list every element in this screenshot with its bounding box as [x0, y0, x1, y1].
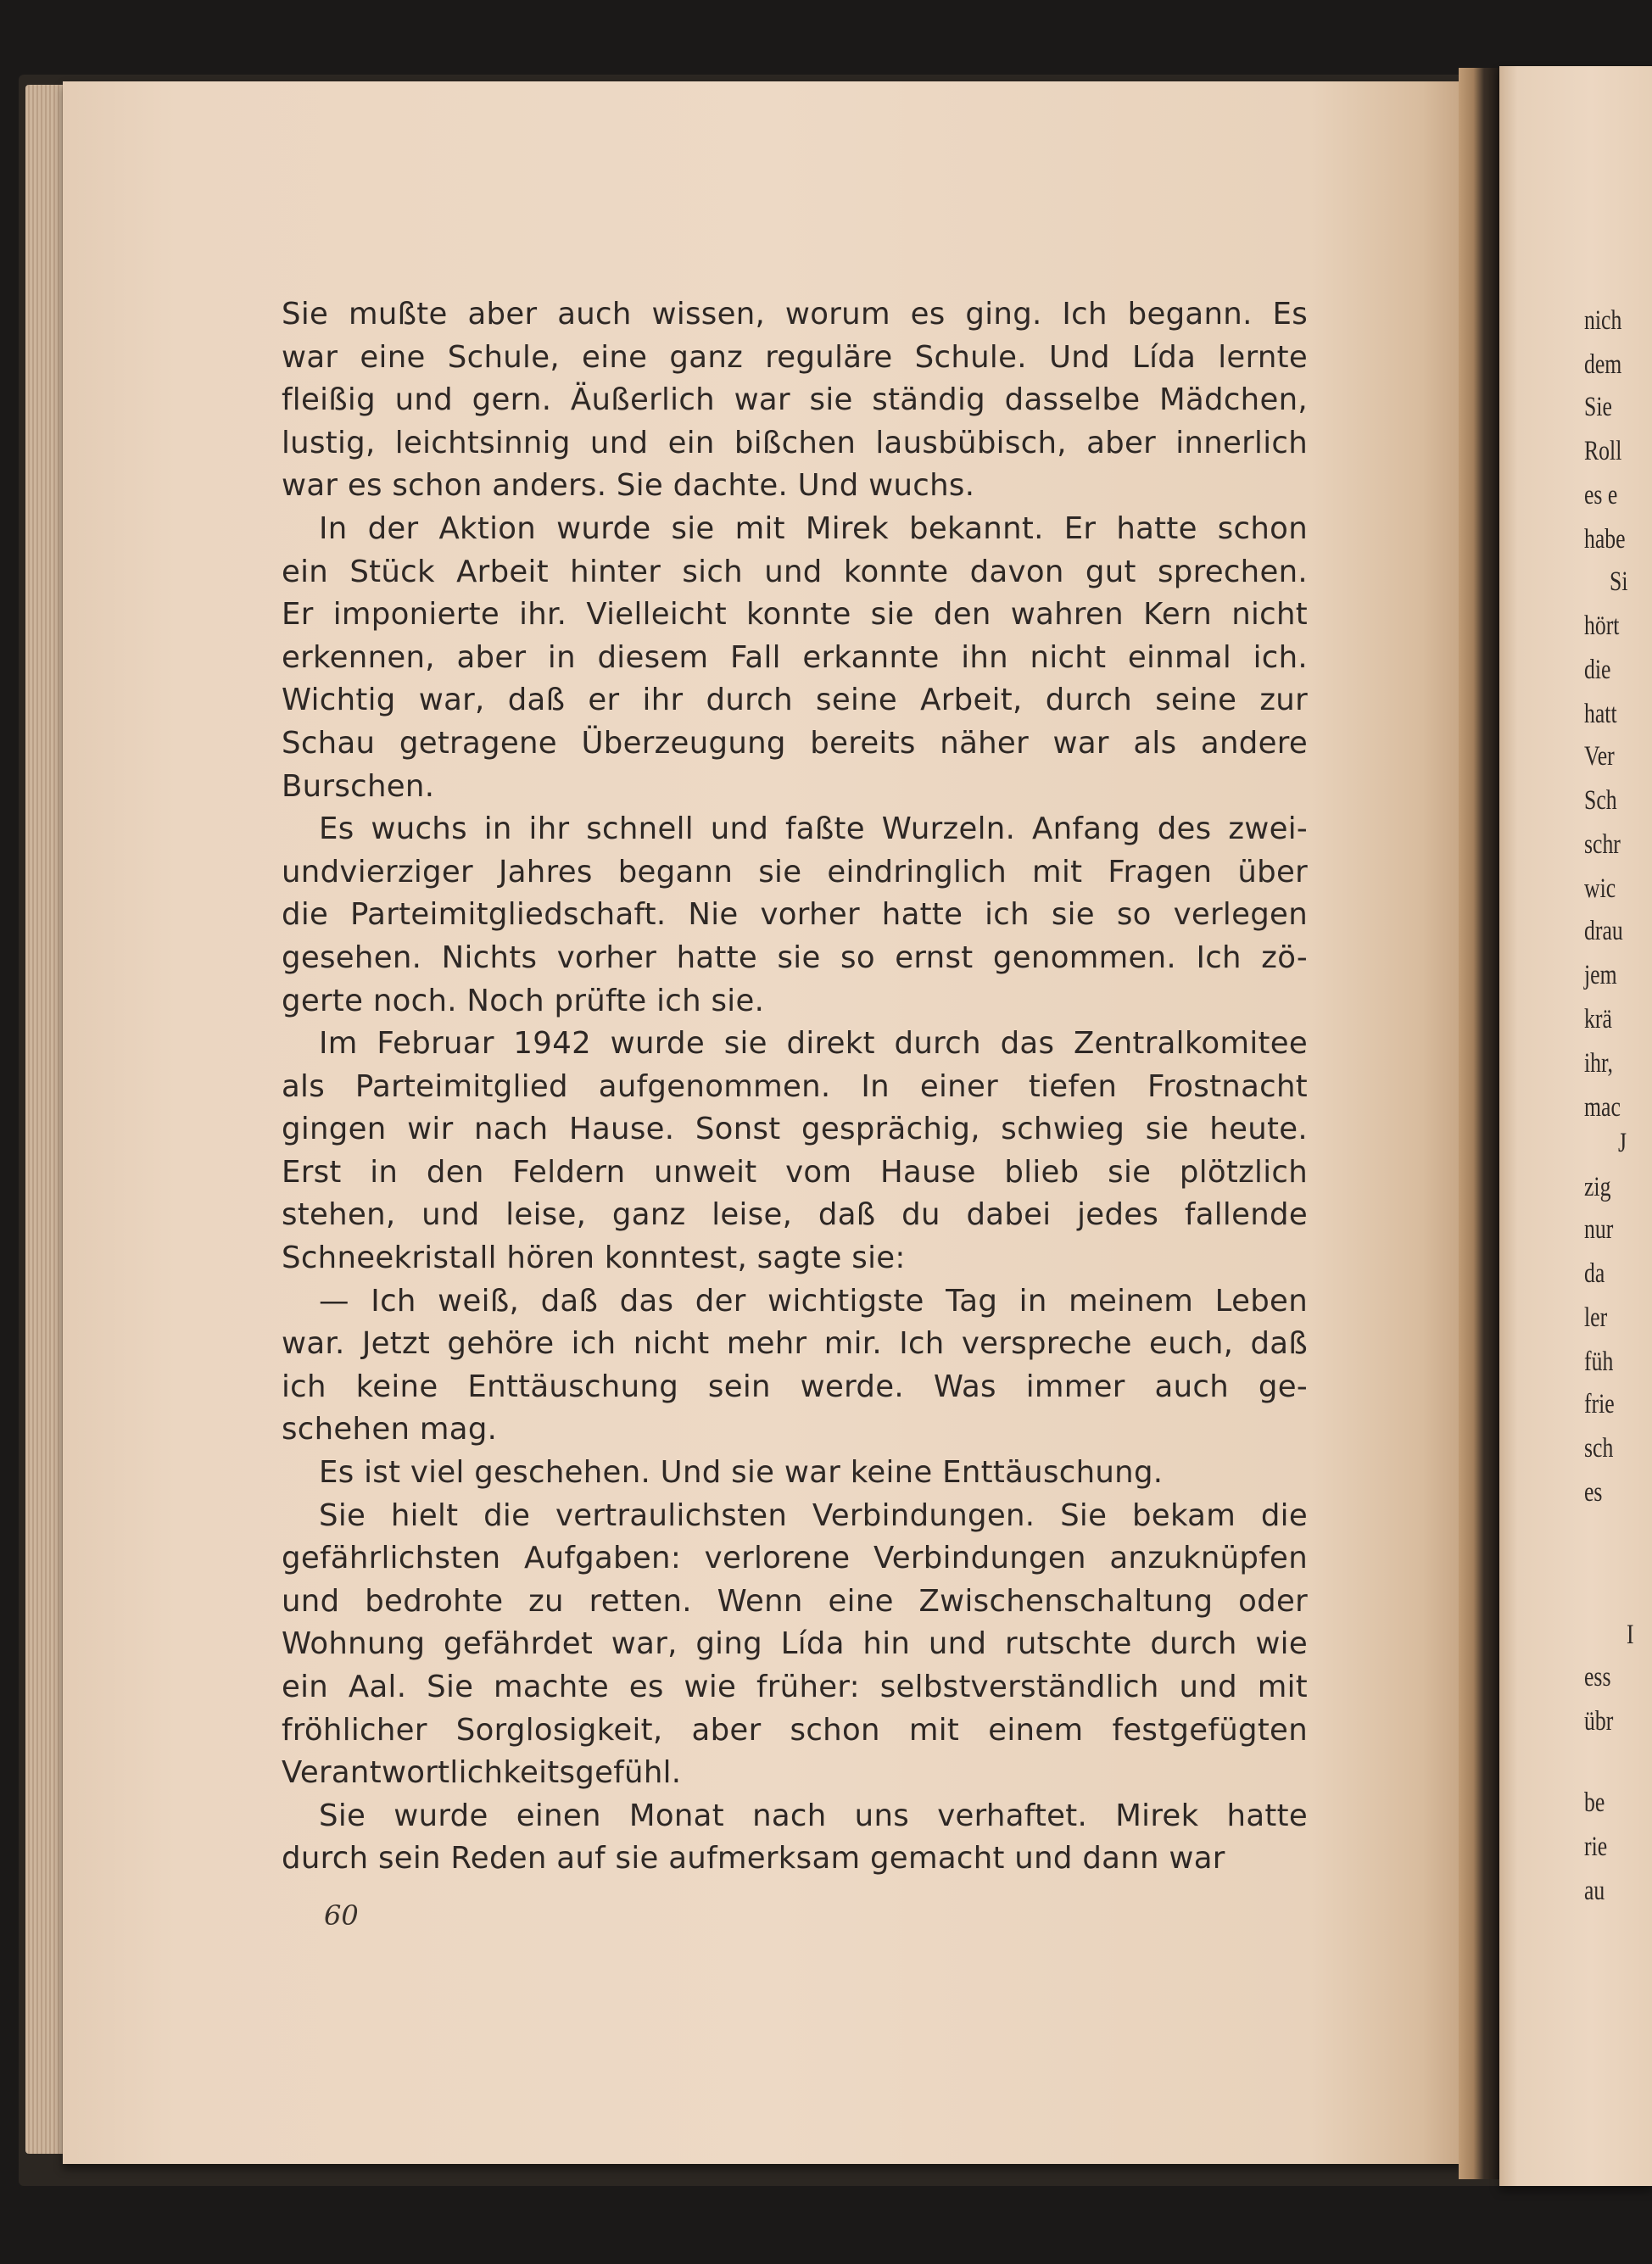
- right-page-fragment: ess: [1584, 1662, 1611, 1692]
- text-line: die Parteimitgliedschaft. Nie vorher hatte ich sie so verlegen: [282, 897, 1308, 933]
- right-page-fragment: die: [1584, 655, 1611, 685]
- right-page-fragment: sch: [1584, 1433, 1614, 1464]
- text-line: undvierziger Jahres begann sie eindringlich mit Fragen über: [282, 854, 1308, 889]
- left-page-text: [282, 293, 1308, 1881]
- right-page-fragment: dem: [1584, 349, 1622, 380]
- right-page-fragment: ler: [1584, 1302, 1608, 1333]
- paragraph: [282, 1495, 1308, 1795]
- text-line: fröhlicher Sorglosigkeit, aber schon mit einem festgefügten: [282, 1712, 1308, 1748]
- right-page-fragment: drau: [1584, 916, 1623, 946]
- paragraph: [282, 1023, 1308, 1280]
- right-page-fragment: hört: [1584, 611, 1620, 641]
- right-page-fragment: Ver: [1584, 741, 1615, 772]
- right-page-fragment: frie: [1584, 1389, 1615, 1419]
- text-line: Schau getragene Überzeugung bereits näher war als andere: [282, 725, 1308, 761]
- right-page-fragment: Roll: [1584, 436, 1622, 466]
- text-line: Wichtig war, daß er ihr durch seine Arbeit, durch seine zur: [282, 683, 1308, 718]
- text-line: Wohnung gefährdet war, ging Lída hin und rutschte durch wie: [282, 1626, 1308, 1662]
- text-line: gingen wir nach Hause. Sonst gesprächig, schwieg sie heute.: [282, 1112, 1308, 1147]
- right-page: [1499, 66, 1652, 2186]
- right-page-fragment: habe: [1584, 524, 1626, 555]
- text-line: Im Februar 1942 wurde sie direkt durch das Zentralkomitee: [319, 1026, 1308, 1062]
- right-page-fragment: zig: [1584, 1172, 1611, 1202]
- right-page-fragment: J: [1618, 1128, 1627, 1158]
- page-number: 60: [324, 1899, 359, 1932]
- text-line: Er imponierte ihr. Vielleicht konnte sie den wahren Kern nicht: [282, 597, 1308, 633]
- right-page-fragment: wic: [1584, 873, 1616, 904]
- text-line: Sie wurde einen Monat nach uns verhaftet. Mirek hatte: [319, 1798, 1308, 1833]
- right-page-fragment: Si: [1610, 566, 1628, 597]
- right-page-fragment: übr: [1584, 1706, 1614, 1737]
- right-page-fragment: nur: [1584, 1214, 1614, 1245]
- text-line: ein Aal. Sie machte es wie früher: selbstverständlich und mit: [282, 1670, 1308, 1704]
- text-line: war es schon anders. Sie dachte. Und wuchs.: [282, 468, 975, 504]
- right-page-fragment: da: [1584, 1258, 1605, 1289]
- paragraph: [282, 293, 1308, 508]
- text-line: Erst in den Feldern unweit vom Hause blieb sie plötzlich: [282, 1154, 1308, 1190]
- text-line: In der Aktion wurde sie mit Mirek bekannt. Er hatte schon: [319, 510, 1308, 546]
- right-page-fragment: hatt: [1584, 699, 1617, 729]
- text-line: war eine Schule, eine ganz reguläre Schule. Und Lída lernte: [282, 339, 1308, 375]
- right-page-fragment: mac: [1584, 1092, 1621, 1123]
- text-line: war. Jetzt gehöre ich nicht mehr mir. Ich verspreche euch, daß: [282, 1326, 1308, 1362]
- text-line: gerte noch. Noch prüfte ich sie.: [282, 983, 765, 1018]
- book-gutter: [1459, 68, 1501, 2179]
- text-line: lustig, leichtsinnig und ein bißchen lausbübisch, aber innerlich: [282, 425, 1308, 460]
- text-line: Sie mußte aber auch wissen, worum es ging. Ich begann. Es: [282, 297, 1308, 332]
- right-page-fragment: I: [1627, 1620, 1634, 1650]
- right-page-fragment: au: [1584, 1876, 1605, 1906]
- paragraph: [282, 1280, 1308, 1452]
- text-line: Schneekristall hören konntest, sagte sie:: [282, 1241, 906, 1276]
- text-line: Sie hielt die vertraulichsten Verbindungen. Sie bekam die: [319, 1497, 1308, 1533]
- text-line: Burschen.: [282, 768, 435, 804]
- right-page-fragment: be: [1584, 1787, 1605, 1818]
- text-line: ein Stück Arbeit hinter sich und konnte davon gut sprechen.: [282, 554, 1308, 589]
- text-line: fleißig und gern. Äußerlich war sie ständig dasselbe Mädchen,: [282, 382, 1308, 418]
- text-line: gefährlichsten Aufgaben: verlorene Verbindungen anzuknüpfen: [282, 1541, 1308, 1576]
- right-page-fragment: rie: [1584, 1832, 1608, 1862]
- right-page-fragment: schr: [1584, 829, 1621, 860]
- right-page-fragment: füh: [1584, 1347, 1614, 1377]
- text-line: erkennen, aber in diesem Fall erkannte ihn nicht einmal ich.: [282, 639, 1308, 675]
- right-page-fragment: nich: [1584, 305, 1622, 336]
- text-line: und bedrohte zu retten. Wenn eine Zwischenschaltung oder: [282, 1583, 1308, 1619]
- paragraph: [282, 508, 1308, 808]
- right-page-fragment: es: [1584, 1477, 1603, 1508]
- text-line: als Parteimitglied aufgenommen. In einer tiefen Frostnacht: [282, 1068, 1308, 1104]
- right-page-fragment: Sch: [1584, 785, 1617, 816]
- right-page-fragment: jem: [1584, 960, 1617, 990]
- right-page-fragment: krä: [1584, 1004, 1612, 1034]
- text-line: ich keine Enttäuschung sein werde. Was immer auch ge-: [282, 1369, 1308, 1404]
- right-page-fragment: Sie: [1584, 392, 1612, 422]
- text-line: Verantwortlichkeitsgefühl.: [282, 1755, 682, 1791]
- paragraph: [282, 808, 1308, 1023]
- text-line: schehen mag.: [282, 1412, 498, 1447]
- text-line: — Ich weiß, daß das der wichtigste Tag in meinem Leben: [319, 1283, 1308, 1319]
- paragraph: [282, 1452, 1308, 1495]
- paragraph: [282, 1795, 1308, 1881]
- text-line: durch sein Reden auf sie aufmerksam gemacht und dann war: [282, 1841, 1225, 1876]
- text-line: Es wuchs in ihr schnell und faßte Wurzeln. Anfang des zwei-: [319, 811, 1308, 847]
- right-page-fragment: es e: [1584, 480, 1618, 510]
- text-line: stehen, und leise, ganz leise, daß du dabei jedes fallende: [282, 1197, 1308, 1233]
- text-line: gesehen. Nichts vorher hatte sie so ernst genommen. Ich zö-: [282, 940, 1308, 975]
- right-page-fragment: ihr,: [1584, 1048, 1614, 1079]
- text-line: Es ist viel geschehen. Und sie war keine Enttäuschung.: [319, 1455, 1164, 1491]
